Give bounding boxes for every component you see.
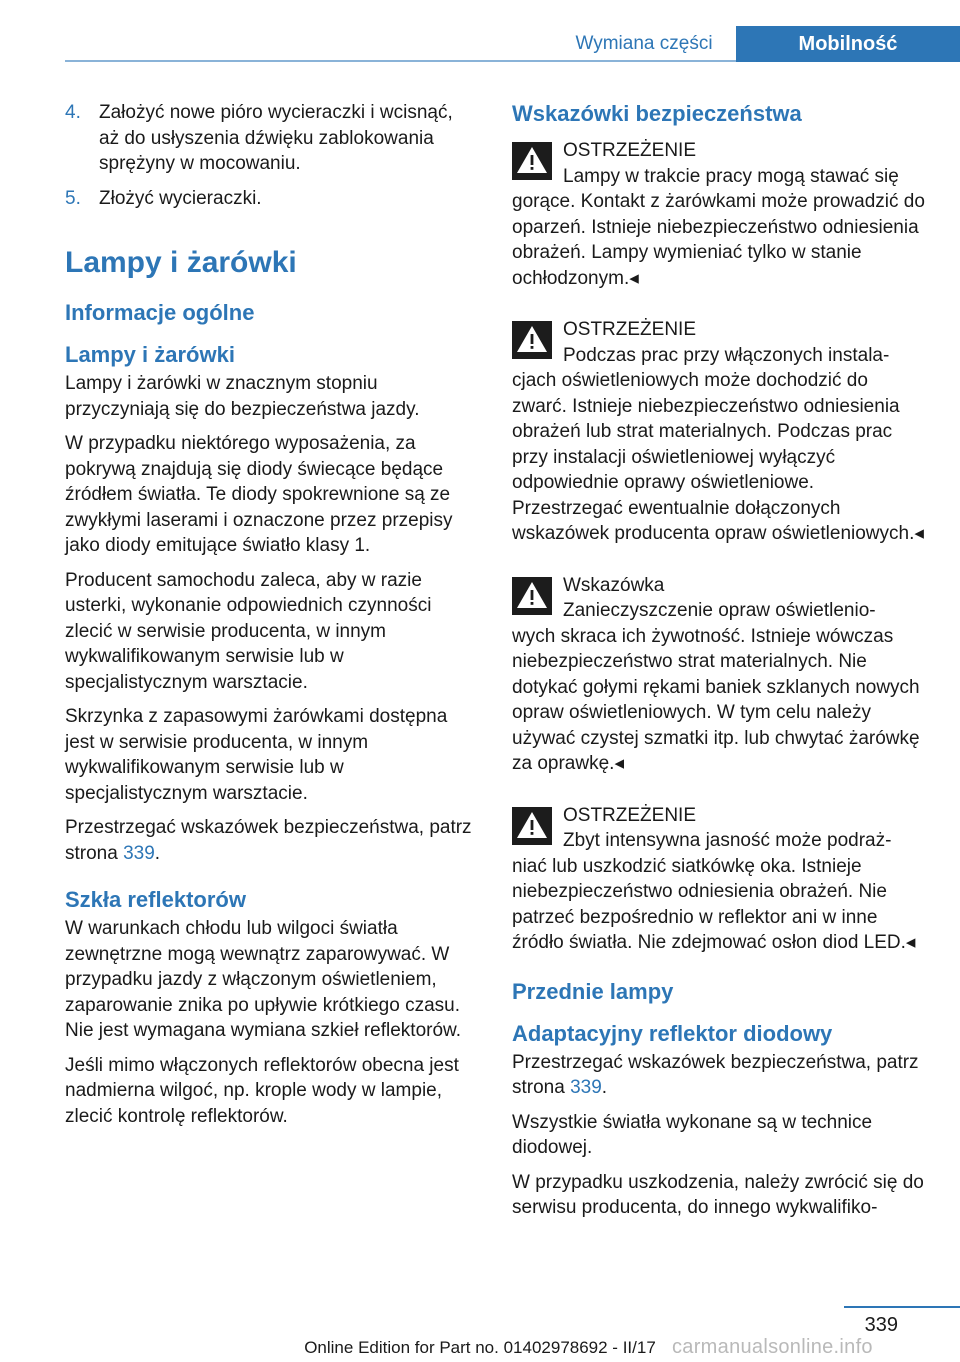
- paragraph-with-link: [65, 815, 478, 866]
- warning-block: [512, 803, 925, 956]
- warning-text: gorące. Kontakt z żarówkami może prowadzić do oparzeń. Istnieje niebezpieczeństwo odniesienia obrażeń. Lampy wymieniać tylko w stanie ochłodzonym.◂: [512, 191, 925, 289]
- list-item: [65, 186, 478, 212]
- warning-text: Zbyt intensywna jasność może podraż-: [563, 830, 892, 851]
- list-text: Założyć nowe pióro wycieraczki i wcisnąć, aż do usłyszenia dźwięku zablokowania sprężyny w mocowaniu.: [99, 102, 453, 174]
- warning-block: [512, 138, 925, 291]
- paragraph-text: Przestrzegać wskazówek bezpieczeństwa, patrz strona: [512, 1051, 919, 1098]
- paragraph: Jeśli mimo włączonych reflektorów obecna jest nadmierna wilgoć, np. krople wody w lampie, zlecić kontrolę reflektorów.: [65, 1054, 459, 1127]
- warning-text: cjach oświetleniowych może dochodzić do zwarć. Istnieje niebezpieczeństwo odniesienia obrażeń lub strat materialnych. Podczas prac przy instalacji oświetleniowej wyłączyć odpowiednie oprawy oświetleniowe. Przestrzegać ewentualnie dołączonych wskazówek producenta opraw oświetleniowych.◂: [512, 370, 924, 544]
- left-column: [65, 100, 478, 1138]
- warning-text: wych skraca ich żywotność. Istnieje wówczas niebezpieczeństwo strat materialnych. Nie dotykać gołymi rękami baniek szklanych nowych opraw oświetleniowych. W tym celu należy używać czystej szmatki itp. lub chwytać żarówkę za oprawkę.◂: [512, 625, 920, 774]
- section-heading: Przednie lampy: [512, 978, 674, 1004]
- warning-title: OSTRZEŻENIE: [563, 319, 697, 340]
- warning-text: niać lub uszkodzić siatkówkę oka. Istnieje niebezpieczeństwo odniesienia obrażeń. Nie patrzeć bezpośrednio w reflektor ani w inne źródło światła. Nie zdejmować osłon diod LED.◂: [512, 855, 916, 953]
- paragraph: Wszystkie światła wykonane są w technice diodowej.: [512, 1111, 873, 1158]
- subsection-heading: Adaptacyjny reflektor diodowy: [512, 1020, 833, 1046]
- warning-title: Wskazówka: [563, 574, 665, 596]
- list-number: 4.: [65, 102, 81, 123]
- right-column: [512, 100, 925, 1230]
- warning-triangle-icon: [512, 142, 552, 180]
- list-text: Złożyć wycieraczki.: [99, 187, 262, 209]
- page-reference-link[interactable]: 339: [123, 842, 155, 864]
- warning-triangle-icon: [512, 577, 552, 615]
- warning-title: OSTRZEŻENIE: [563, 140, 697, 161]
- paragraph-text: .: [601, 1077, 608, 1098]
- warning-text: Lampy w trakcie pracy mogą stawać się: [563, 165, 899, 187]
- paragraph: W warunkach chłodu lub wilgoci światła zewnętrzne mogą wewnątrz zaparowywać. W przypadku jazdy z włączonym oświetleniem, zaparowanie znika po upływie krótkiego czasu. Nie jest wymagana wymiana szkieł reflektorów.: [65, 918, 461, 1041]
- list-number: 5.: [65, 187, 81, 209]
- subsection-heading: Lampy i żarówki: [65, 342, 235, 367]
- footer-rule: [844, 1306, 960, 1308]
- paragraph: Producent samochodu zaleca, aby w razie usterki, wykonanie odpowiednich czynności zlecić w serwisie producenta, w innym wykwalifikowanym serwisie lub w specjalistycznym warsztacie.: [65, 569, 432, 693]
- paragraph: Lampy i żarówki w znacznym stopniu przyczyniają się do bezpieczeństwa jazdy.: [65, 373, 420, 420]
- subsection-heading: Wskazówki bezpieczeństwa: [512, 101, 802, 126]
- warning-title: OSTRZEŻENIE: [563, 804, 697, 826]
- section-title: Wymiana części: [575, 33, 713, 54]
- section-heading: Informacje ogólne: [65, 300, 255, 325]
- warning-text: Zanieczyszczenie opraw oświetlenio-: [563, 600, 876, 621]
- header-rule: [65, 60, 736, 62]
- paragraph-text: .: [154, 842, 161, 864]
- watermark: carmanualsonline.info: [672, 1336, 873, 1358]
- edition-footer: Online Edition for Part no. 01402978692 - II/17: [304, 1338, 656, 1357]
- page-reference-link[interactable]: 339: [570, 1077, 602, 1098]
- notice-block: [512, 573, 925, 777]
- paragraph: W przypadku uszkodzenia, należy zwrócić się do serwisu producenta, do innego wykwalifiko-: [512, 1171, 924, 1218]
- warning-triangle-icon: [512, 807, 552, 845]
- warning-triangle-icon: [512, 321, 552, 359]
- paragraph: W przypadku niektórego wyposażenia, za pokrywą znajdują się diody świecące będące źródłem światła. Te diody spokrewnione są ze zwykłymi laserami i oznaczone przez przepisy jako diody emitujące światło klasy 1.: [65, 433, 453, 556]
- list-item: [65, 100, 478, 177]
- chapter-heading: Lampy i żarówki: [65, 246, 297, 279]
- page-number: 339: [864, 1314, 898, 1336]
- paragraph-with-link: [512, 1050, 925, 1101]
- page-header: [0, 0, 960, 62]
- chapter-tab: Mobilność: [736, 26, 960, 62]
- warning-block: [512, 317, 925, 547]
- paragraph-text: Przestrzegać wskazówek bezpieczeństwa, patrz strona: [65, 817, 472, 864]
- subsection-heading: Szkła reflektorów: [65, 887, 246, 912]
- paragraph: Skrzynka z zapasowymi żarówkami dostępna jest w serwisie producenta, w innym wykwalifikowanym serwisie lub w specjalistycznym warsztacie.: [65, 706, 448, 804]
- warning-text: Podczas prac przy włączonych instala-: [563, 344, 890, 366]
